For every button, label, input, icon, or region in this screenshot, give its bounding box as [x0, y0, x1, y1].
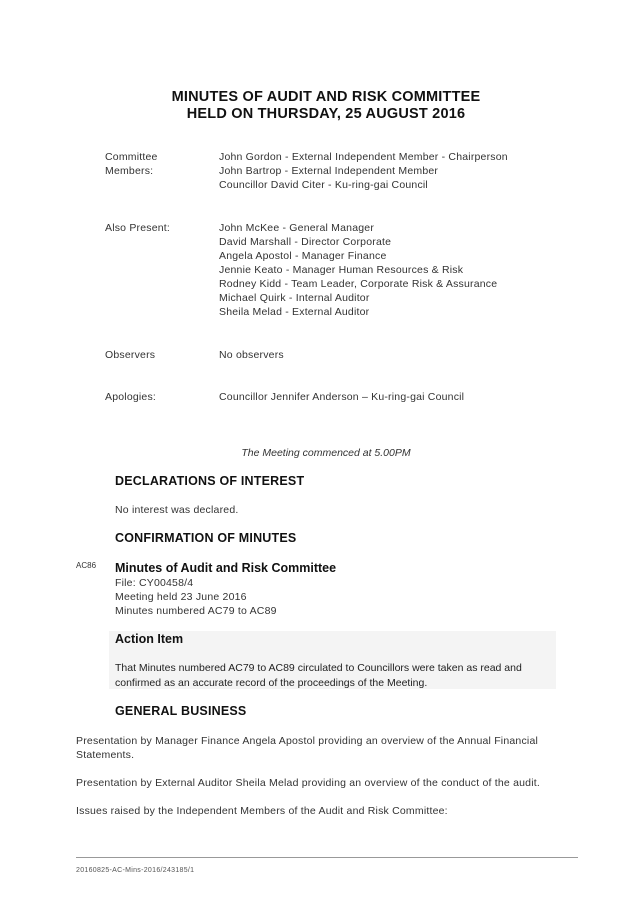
document-title: MINUTES OF AUDIT AND RISK COMMITTEE — [171, 89, 481, 105]
also-present-item: David Marshall - Director Corporate — [219, 236, 392, 248]
committee-label: Committee — [105, 151, 158, 163]
confirmation-heading: CONFIRMATION OF MINUTES — [115, 531, 297, 545]
document-subtitle: HELD ON THURSDAY, 25 AUGUST 2016 — [186, 106, 466, 122]
also-present-item: John McKee - General Manager — [219, 222, 375, 234]
action-item-heading: Action Item — [115, 632, 184, 646]
committee-member: John Bartrop - External Independent Member — [219, 165, 439, 177]
general-business-heading: GENERAL BUSINESS — [115, 704, 247, 718]
footer-reference: 20160825-AC-Mins-2016/243185/1 — [76, 867, 195, 874]
apologies-label: Apologies: — [105, 391, 157, 403]
meeting-held: Meeting held 23 June 2016 — [115, 591, 247, 603]
general-business-para: Presentation by Manager Finance Angela Apostol providing an overview of the Annual Financial Statements. — [76, 735, 539, 761]
also-present-label: Also Present: — [105, 222, 171, 234]
also-present-item: Rodney Kidd - Team Leader, Corporate Risk & Assurance — [219, 278, 498, 290]
also-present-item: Michael Quirk - Internal Auditor — [219, 292, 370, 304]
committee-member: Councillor David Citer - Ku-ring-gai Council — [219, 179, 428, 191]
committee-member: John Gordon - External Independent Member - Chairperson — [219, 151, 508, 163]
also-present-item: Sheila Melad - External Auditor — [219, 306, 370, 318]
declarations-text: No interest was declared. — [115, 504, 239, 516]
also-present-item: Angela Apostol - Manager Finance — [219, 250, 387, 262]
also-present-item: Jennie Keato - Manager Human Resources & Risk — [219, 264, 464, 276]
item-code: AC86 — [76, 561, 97, 570]
meeting-start-note: The Meeting commenced at 5.00PM — [241, 447, 411, 459]
file-reference: File: CY00458/4 — [115, 577, 194, 589]
declarations-heading: DECLARATIONS OF INTEREST — [115, 474, 305, 488]
observers-label: Observers — [105, 349, 156, 361]
action-item-text: That Minutes numbered AC79 to AC89 circulated to Councillors were taken as read and confirmed as an accurate record of the proceedings of the Meeting. — [115, 662, 522, 689]
members-label: Members: — [105, 165, 154, 177]
minutes-numbered: Minutes numbered AC79 to AC89 — [115, 605, 277, 617]
observers-value: No observers — [219, 349, 284, 361]
apologies-value: Councillor Jennifer Anderson – Ku-ring-gai Council — [219, 391, 465, 403]
general-business-para: Presentation by External Auditor Sheila Melad providing an overview of the conduct of the audit. — [76, 777, 540, 789]
item-title: Minutes of Audit and Risk Committee — [115, 561, 337, 575]
footer-divider — [76, 857, 578, 858]
general-business-para: Issues raised by the Independent Members of the Audit and Risk Committee: — [76, 805, 448, 817]
